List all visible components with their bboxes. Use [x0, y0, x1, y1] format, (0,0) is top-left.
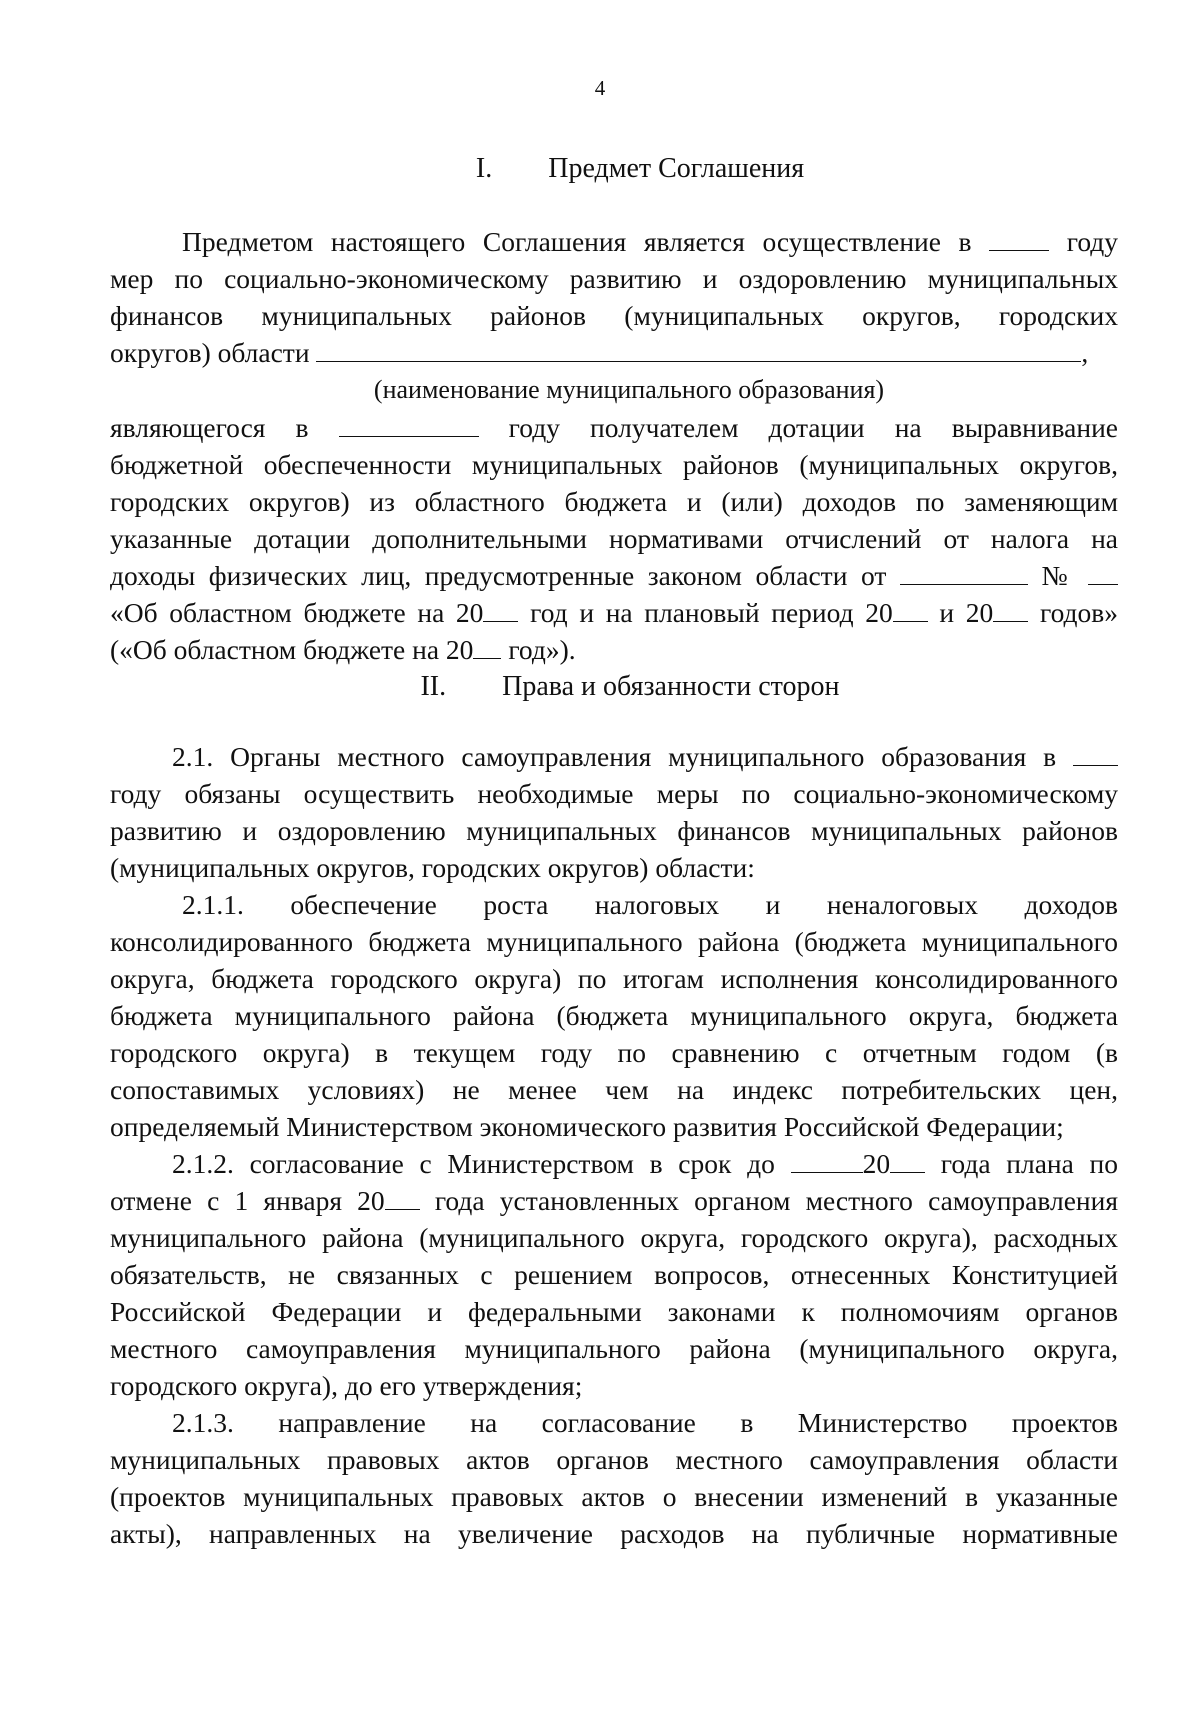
section-2-number: II. [420, 671, 447, 702]
text-line: сопоставимых условиях) не менее чем на индекс потребительских цен, [110, 1074, 1118, 1105]
text-line: развитию и оздоровлению муниципальных финансов муниципальных районов [110, 815, 1118, 846]
blank-field [791, 1148, 863, 1173]
section-1-title: Предмет Соглашения [548, 153, 805, 184]
text-line: (проектов муниципальных правовых актов о внесении изменений в указанные [110, 1481, 1118, 1512]
text-line: 2.1.1. обеспечение роста налоговых и неналоговых доходов [182, 889, 1118, 920]
blank-field [1088, 560, 1118, 585]
text-line: 2.1. Органы местного самоуправления муниципального образования в [110, 738, 1118, 775]
text-line: мер по социально-экономическому развитию и оздоровлению муниципальных [110, 263, 1118, 294]
text-line: городского округа) в текущем году по сравнению с отчетным годом (в [110, 1037, 1118, 1068]
page-number: 4 [594, 76, 606, 100]
text-line: Российской Федерации и федеральными законами к полномочиям органов [110, 1296, 1118, 1327]
section-2-body [110, 738, 1118, 1552]
text-line: 2.1.2. согласование с Министерством в срок до 20 года плана по [172, 1148, 1119, 1179]
text-line: муниципальных правовых актов органов местного самоуправления области [110, 1444, 1118, 1475]
text-line: указанные дотации дополнительными нормативами отчислений от налога на [110, 523, 1118, 554]
section-1-heading [40, 153, 1200, 185]
text-line: обязательств, не связанных с решением вопросов, отнесенных Конституцией [110, 1259, 1118, 1290]
text-line: округов) области , [110, 337, 1089, 368]
section-2-heading [30, 671, 1200, 703]
text-line: местного самоуправления муниципального района (муниципального округа, [110, 1333, 1118, 1364]
blank-field [385, 1185, 420, 1210]
text-line: году обязаны осуществить необходимые меры по социально-экономическому [110, 778, 1118, 809]
text-line: («Об областном бюджете на 20 год»). [110, 634, 576, 665]
blank-field [339, 412, 479, 437]
blank-field [989, 226, 1049, 251]
blank-field [316, 337, 1081, 362]
text-line: Предметом настоящего Соглашения является осуществление в году [182, 226, 1119, 257]
section-1-number: I. [475, 153, 493, 184]
text-line: городского округа), до его утверждения; [110, 1370, 583, 1401]
section-2-title: Права и обязанности сторон [502, 671, 840, 702]
text-line: финансов муниципальных районов (муниципальных округов, городских [110, 300, 1118, 331]
text-line: акты), направленных на увеличение расходов на публичные нормативные [110, 1518, 1118, 1549]
blank-field [890, 1148, 925, 1173]
text-line: «Об областном бюджете на 20 год и на плановый период 20 и 20 годов» [110, 597, 1119, 628]
blank-field [993, 597, 1028, 622]
text-line: городских округов) из областного бюджета и (или) доходов по заменяющим [110, 486, 1118, 517]
section-1-paragraph [110, 223, 1118, 408]
blank-field [483, 597, 518, 622]
text-line: являющегося в году получателем дотации на выравнивание [110, 412, 1119, 443]
blank-field [473, 634, 501, 659]
text-line: 2.1.3. направление на согласование в Министерство проектов [172, 1407, 1118, 1438]
text-line: муниципального района (муниципального округа, городского округа), расходных [110, 1222, 1118, 1253]
text-line: определяемый Министерством экономического развития Российской Федерации; [110, 1111, 1064, 1142]
text-line: округа, бюджета городского округа) по итогам исполнения консолидированного [110, 963, 1118, 994]
text-line: бюджета муниципального района (бюджета муниципального округа, бюджета [110, 1000, 1118, 1031]
text-line: бюджетной обеспеченности муниципальных районов (муниципальных округов, [110, 449, 1118, 480]
blank-field [893, 597, 928, 622]
text-line: доходы физических лиц, предусмотренные законом области от № [110, 557, 1118, 594]
blank-field [1073, 741, 1118, 766]
field-caption: (наименование муниципального образования) [373, 375, 885, 404]
text-line: (муниципальных округов, городских округов) области: [110, 852, 755, 883]
section-1-paragraph-cont [110, 409, 1118, 668]
blank-field [900, 560, 1028, 585]
text-line: консолидированного бюджета муниципального района (бюджета муниципального [110, 926, 1118, 957]
text-line: отмене с 1 января 20 года установленных органом местного самоуправления [110, 1185, 1119, 1216]
